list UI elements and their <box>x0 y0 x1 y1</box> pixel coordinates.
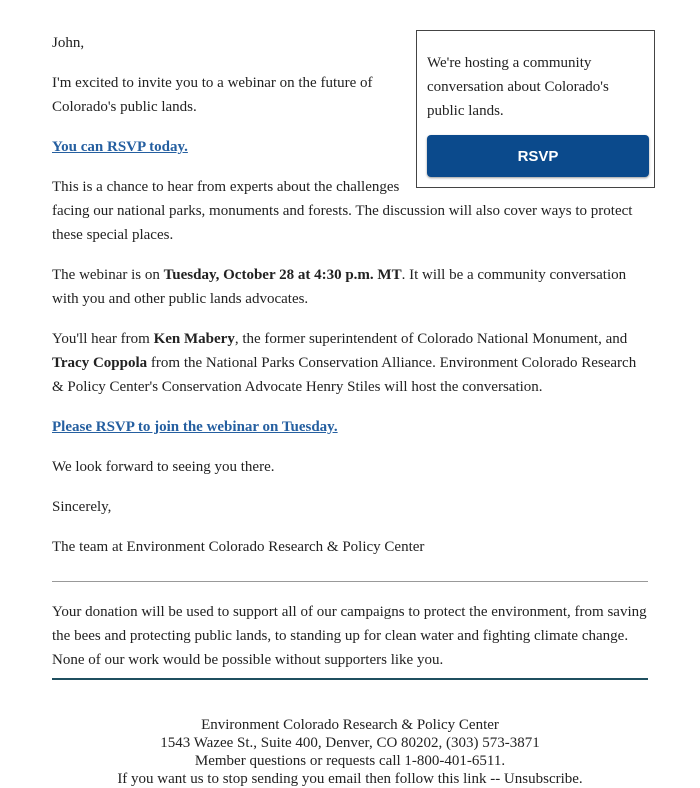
rsvp-link-today[interactable]: You can RSVP today. <box>52 139 188 155</box>
webinar-paragraph <box>52 263 648 311</box>
speaker-tracy-coppola: Tracy Coppola <box>52 355 148 371</box>
donation-text: Your donation will be used to support all of our campaigns to protect the environment, from saving the bees and protecting public lands, to standing up for clean water and fighting climate change. None of our work would be possible without supporters like you. <box>52 604 647 668</box>
hear-mid: , the former superintendent of Colorado National Monument, and <box>234 331 628 347</box>
signoff: Sincerely, <box>52 499 112 515</box>
footer-address: 1543 Wazee St., Suite 400, Denver, CO 80202, (303) 573-3871 <box>160 735 540 751</box>
speakers-paragraph <box>52 327 648 399</box>
webinar-date: Tuesday, October 28 at 4:30 p.m. MT <box>163 267 402 283</box>
rsvp-button[interactable]: RSVP <box>427 135 649 177</box>
callout-text: We're hosting a community conversation about Colorado's public lands. <box>427 55 609 119</box>
divider <box>52 581 648 582</box>
signature: The team at Environment Colorado Research & Policy Center <box>52 539 425 555</box>
footer-member-line: Member questions or requests call 1-800-401-6511. <box>194 753 506 769</box>
hear-suffix: from the National Parks Conservation Alliance. Environment Colorado Research & Policy Center's Conservation Advocate Henry Stiles will host the conversation. <box>52 355 637 395</box>
donation-block <box>52 600 648 680</box>
hear-prefix: You'll hear from <box>52 331 154 347</box>
speaker-ken-mabery: Ken Mabery <box>153 331 235 347</box>
footer-unsubscribe[interactable]: If you want us to stop sending you email then follow this link -- Unsubscribe. <box>117 771 583 787</box>
rsvp-link-tuesday[interactable]: Please RSVP to join the webinar on Tuesday. <box>52 419 338 435</box>
footer-org: Environment Colorado Research & Policy Center <box>201 717 499 733</box>
webinar-suffix: . It will be a community conversation with you and other public lands advocates. <box>52 267 627 307</box>
greeting: John, <box>52 35 85 51</box>
webinar-prefix: The webinar is on <box>52 267 164 283</box>
chance-paragraph: This is a chance to hear from experts about the challenges facing our national parks, monuments and forests. The discussion will also cover ways to protect these special places. <box>52 179 633 243</box>
footer <box>0 716 700 788</box>
email-body <box>52 0 648 788</box>
look-forward-text: We look forward to seeing you there. <box>52 459 275 475</box>
rsvp-callout-box <box>416 30 655 188</box>
intro-paragraph: I'm excited to invite you to a webinar on the future of Colorado's public lands. <box>52 75 373 115</box>
